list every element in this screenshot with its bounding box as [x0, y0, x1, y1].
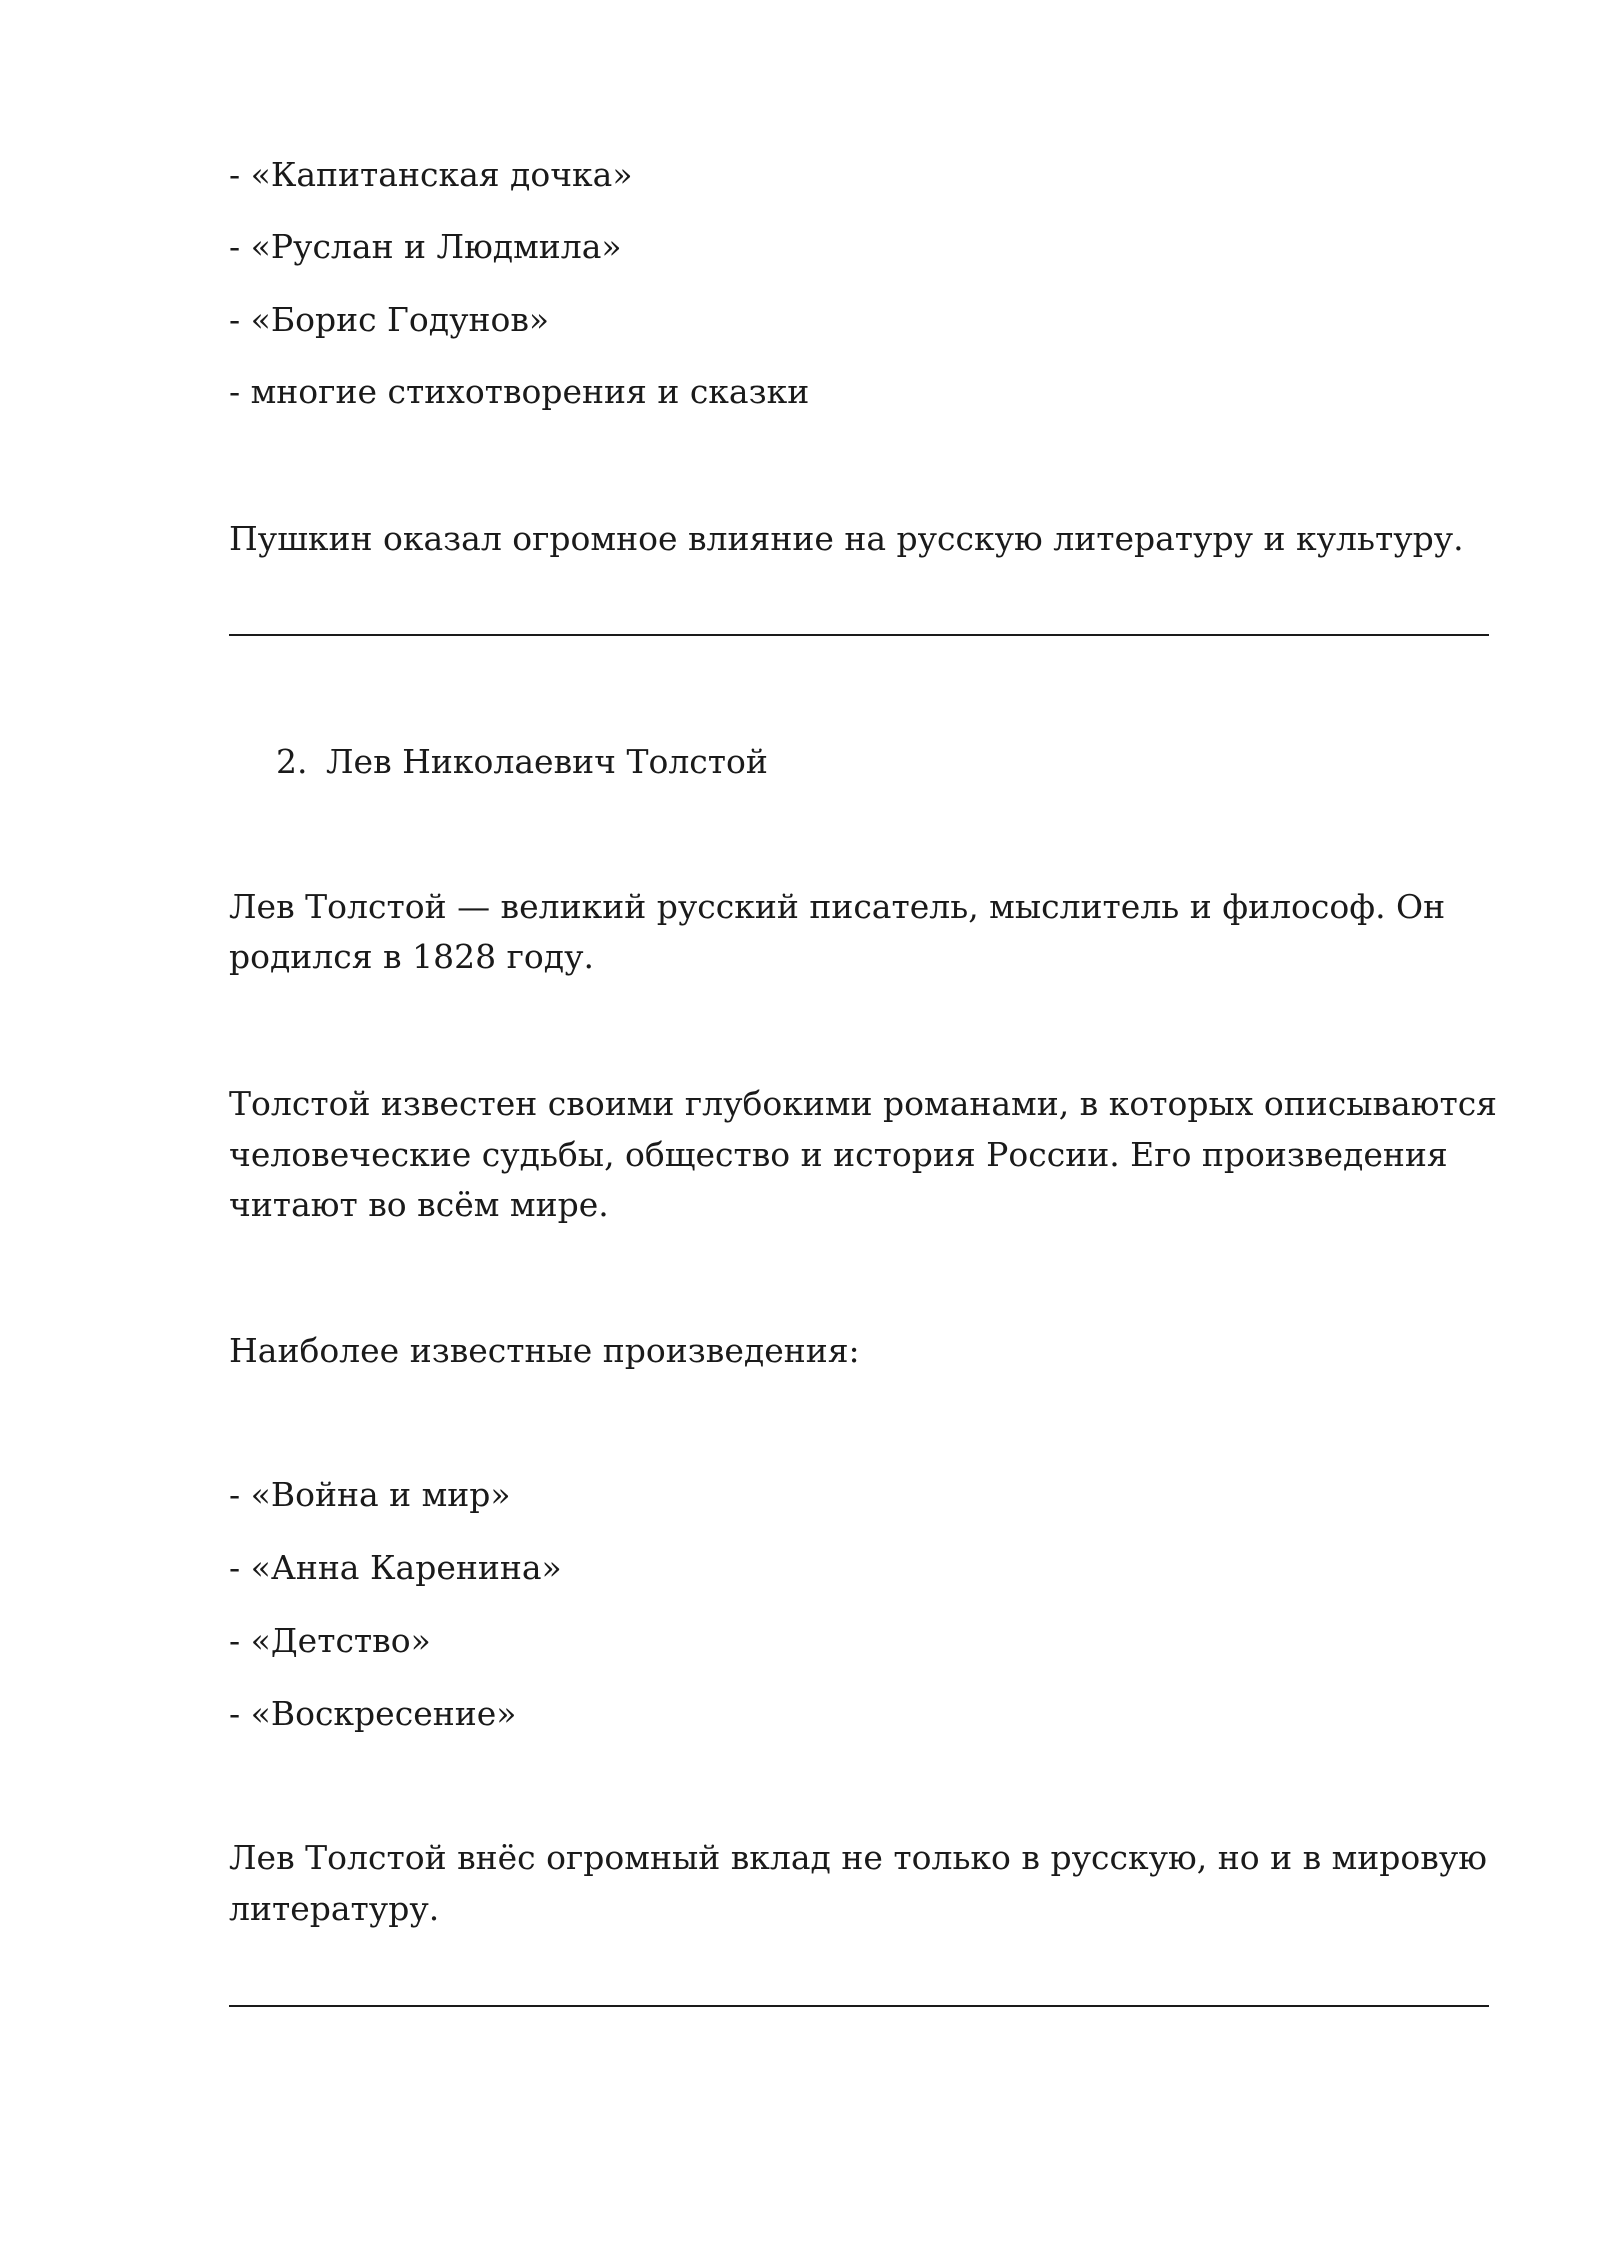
section-heading — [276, 737, 768, 787]
list-item: - «Борис Годунов» — [229, 300, 550, 339]
list-item: - «Анна Каренина» — [229, 1548, 562, 1587]
list-item: - «Капитанская дочка» — [229, 155, 633, 194]
list-item: - «Воскресение» — [229, 1694, 517, 1733]
description-line: читают во всём мире. — [229, 1185, 609, 1224]
conclusion-line: Лев Толстой внёс огромный вклад не только в русскую, но и в мировую — [229, 1838, 1488, 1877]
list-item: - «Война и мир» — [229, 1475, 511, 1514]
section-number: 2. — [276, 742, 308, 781]
list-item: - многие стихотворения и сказки — [229, 372, 810, 411]
intro-line: Лев Толстой — великий русский писатель, мыслитель и философ. Он — [229, 887, 1446, 926]
intro-line: родился в 1828 году. — [229, 937, 594, 976]
section-title: Лев Николаевич Толстой — [326, 742, 768, 781]
horizontal-divider — [229, 2005, 1489, 2007]
works-heading: Наиболее известные произведения: — [229, 1331, 860, 1370]
horizontal-divider — [229, 634, 1489, 636]
description-line: Толстой известен своими глубокими романами, в которых описываются — [229, 1084, 1498, 1123]
conclusion-line: литературу. — [229, 1889, 440, 1928]
section1-conclusion: Пушкин оказал огромное влияние на русскую литературу и культуру. — [229, 519, 1464, 558]
list-item: - «Руслан и Людмила» — [229, 227, 622, 266]
list-item: - «Детство» — [229, 1621, 431, 1660]
description-line: человеческие судьбы, общество и история России. Его произведения — [229, 1135, 1448, 1174]
